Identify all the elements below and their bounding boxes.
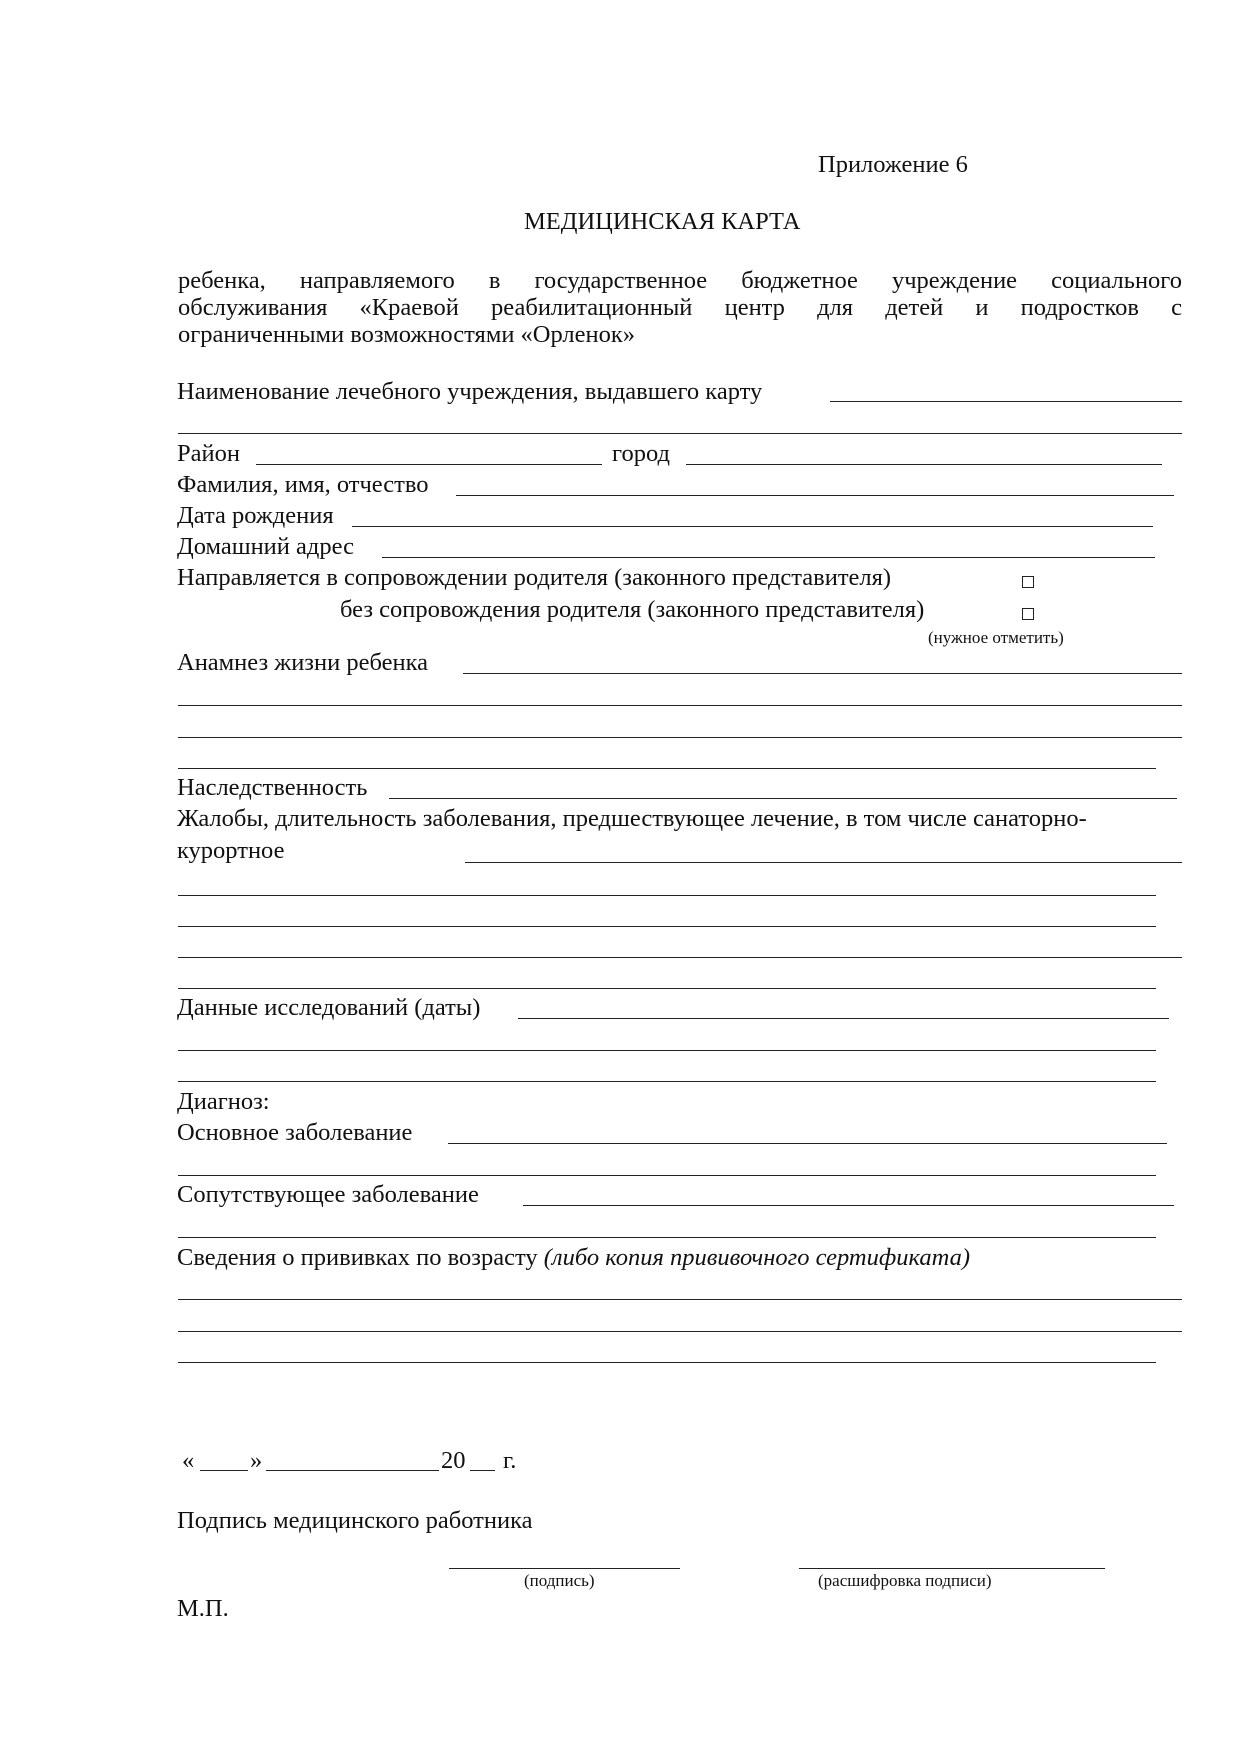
heredity-label: Наследственность (177, 774, 368, 801)
signature-field[interactable] (449, 1568, 680, 1569)
complaints-line-2[interactable] (178, 895, 1156, 896)
main-disease-label: Основное заболевание (177, 1119, 413, 1146)
main-disease-line-2[interactable] (178, 1175, 1156, 1176)
date-open-quote: « (182, 1447, 195, 1474)
complaints-field[interactable] (465, 862, 1182, 863)
date-year-field[interactable] (470, 1470, 495, 1471)
date-day-field[interactable] (200, 1470, 248, 1471)
vaccinations-label (177, 1243, 970, 1273)
complaints-line-3[interactable] (178, 926, 1156, 927)
unaccompanied-label: без сопровождения родителя (законного представителя) (340, 596, 925, 623)
research-label: Данные исследований (даты) (177, 994, 481, 1021)
life-anamnesis-field[interactable] (463, 673, 1182, 674)
city-label: город (612, 440, 670, 467)
birth-date-label: Дата рождения (177, 502, 334, 529)
vaccinations-line-3[interactable] (178, 1362, 1156, 1363)
institution-label: Наименование лечебного учреждения, выдавшего карту (177, 378, 763, 405)
accompanied-label: Направляется в сопровождении родителя (законного представителя) (177, 564, 892, 591)
heredity-field[interactable] (389, 798, 1177, 799)
home-address-label: Домашний адрес (177, 533, 354, 560)
district-field[interactable] (256, 464, 602, 465)
unaccompanied-checkbox[interactable] (1022, 608, 1034, 620)
complaints-label-line-2: курортное (177, 837, 285, 864)
concomitant-disease-label: Сопутствующее заболевание (177, 1181, 479, 1208)
city-field[interactable] (686, 464, 1162, 465)
document-title: МЕДИЦИНСКАЯ КАРТА (524, 208, 801, 235)
life-anamnesis-line-3[interactable] (178, 737, 1182, 738)
subtitle-line-1: ребенка, направляемого в государственное бюджетное учреждение социального (178, 267, 1182, 294)
subtitle-line-3: ограниченными возможностями «Орленок» (178, 321, 636, 348)
appendix-label: Приложение 6 (818, 151, 968, 178)
date-close-quote: » (250, 1447, 263, 1474)
diagnosis-label: Диагноз: (177, 1088, 270, 1115)
full-name-field[interactable] (456, 495, 1174, 496)
research-line-2[interactable] (178, 1050, 1156, 1051)
home-address-field[interactable] (382, 557, 1155, 558)
research-line-3[interactable] (178, 1081, 1156, 1082)
stamp-label: М.П. (177, 1595, 229, 1622)
signature-decoding-field[interactable] (799, 1568, 1105, 1569)
complaints-line-5[interactable] (178, 988, 1156, 989)
institution-field-continued[interactable] (178, 433, 1182, 434)
signature-caption: (подпись) (524, 1571, 595, 1590)
complaints-label-line-1: Жалобы, длительность заболевания, предшествующее лечение, в том числе санаторно- (177, 805, 1087, 832)
date-month-field[interactable] (266, 1470, 439, 1471)
signature-decoding-caption: (расшифровка подписи) (818, 1571, 992, 1590)
subtitle-line-2: обслуживания «Краевой реабилитационный центр для детей и подростков с (178, 294, 1182, 321)
life-anamnesis-line-4[interactable] (178, 768, 1156, 769)
institution-field[interactable] (830, 401, 1182, 402)
full-name-label: Фамилия, имя, отчество (177, 471, 429, 498)
research-field[interactable] (518, 1018, 1169, 1019)
vaccinations-line-2[interactable] (178, 1331, 1182, 1332)
complaints-line-4[interactable] (178, 957, 1182, 958)
vaccinations-certificate-note: (либо копия прививочного сертификата) (543, 1244, 971, 1271)
district-label: Район (177, 440, 240, 467)
concomitant-disease-line-2[interactable] (178, 1237, 1156, 1238)
vaccinations-line-1[interactable] (178, 1299, 1182, 1300)
date-year-prefix: 20 (441, 1447, 466, 1474)
life-anamnesis-label: Анамнез жизни ребенка (177, 649, 428, 676)
signature-title: Подпись медицинского работника (177, 1507, 533, 1534)
accompanied-checkbox[interactable] (1022, 576, 1034, 588)
birth-date-field[interactable] (352, 526, 1153, 527)
concomitant-disease-field[interactable] (523, 1205, 1174, 1206)
vaccinations-label-text: Сведения о прививках по возрасту (177, 1244, 538, 1271)
date-year-suffix: г. (503, 1447, 517, 1474)
mark-note: (нужное отметить) (928, 628, 1064, 647)
life-anamnesis-line-2[interactable] (178, 705, 1182, 706)
main-disease-field[interactable] (448, 1143, 1167, 1144)
